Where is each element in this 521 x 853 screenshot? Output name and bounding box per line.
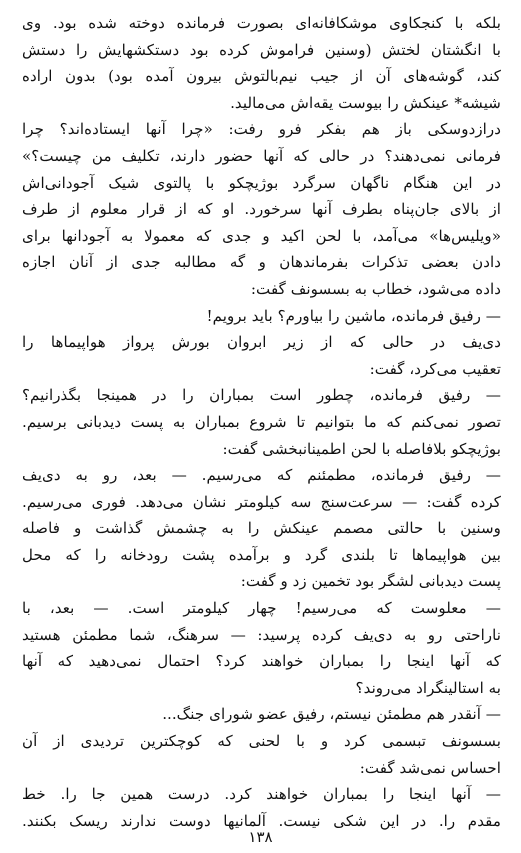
text-line: درازدوسکی باز هم بفکر فرو رفت: «چرا آنها ایستاده‌اند؟ چرا: [22, 120, 501, 139]
text-line: که آنها اینجا را بمباران خواهند کرد؟ احتمال نمی‌دهید که آنها: [22, 652, 501, 671]
text-line: از بالای جان‌پناه بطرف آنها سرخورد. او که از قرار معلوم از طرف: [22, 200, 501, 219]
page-number: ۱۳۸: [248, 828, 273, 846]
text-line: — رفیق فرمانده، مطمئنم که می‌رسیم. — بعد، رو به دی‌یف: [22, 466, 501, 485]
text-line: تعقیب می‌کرد، گفت:: [369, 359, 501, 378]
page-text: [22, 10, 501, 834]
text-line: شیشه* عینکش را بیوست یقه‌اش می‌مالید.: [230, 93, 501, 112]
text-line: به استالینگراد می‌روند؟: [355, 678, 501, 697]
text-line: وسنین با حالتی مصمم عینکش را به چشمش گذاشت و فاصله: [22, 519, 501, 538]
text-line: کرده گفت: — سرعت‌سنج سه کیلومتر نشان می‌دهد. فوری می‌رسیم.: [22, 492, 501, 511]
text-line: مقدم را. در این شکی نیست. آلمانیها دوست ندارند ریسک بکنند.: [22, 811, 501, 830]
text-line: — آنقدر هم مطمئن نیستم، رفیق عضو شورای جنگ...: [162, 705, 501, 724]
text-line: بین هواپیماها تا بلندی گرد و برآمده پشت رودخانه را که محل: [22, 545, 501, 564]
text-line: بلکه با کنجکاوی موشکافانه‌ای بصورت فرمانده دوخته شده بود. وی: [22, 14, 501, 32]
text-line: داده می‌شود، خطاب به بسسونف گفت:: [250, 279, 501, 298]
text-line: با انگشتان لختش (وسنین فراموش کرده بود دستکشهایش را دستش: [22, 40, 501, 59]
text-line: — رفیق فرمانده، ماشین را بیاورم؟ باید برویم!: [206, 306, 501, 325]
text-line: دی‌یف در حالی که از زیر ابروان بورش پرواز هواپیماها را: [22, 333, 501, 352]
text-line: — آنها اینجا را بمباران خواهند کرد. درست همین جا را. خط: [22, 785, 501, 804]
text-line: — رفیق فرمانده، چطور است بمباران را در همینجا بگذرانیم؟: [22, 386, 501, 405]
text-line: بسسونف تبسمی کرد و با لحنی که کوچکترین تردیدی از آن: [22, 732, 501, 751]
text-line: احساس نمی‌شد گفت:: [359, 758, 501, 777]
text-line: پست دیدبانی لشگر بود تخمین زد و گفت:: [240, 572, 501, 591]
text-line: ناراحتی رو به دی‌یف کرده پرسید: — سرهنگ، شما مطمئن هستید: [22, 625, 501, 644]
text-line: «ویلیس‌ها» می‌آمد، با لحن اکید و جدی که معمولا به آجودانها برای: [22, 226, 501, 245]
text-line: بوژیچکو بلافاصله با لحن اطمینانبخشی گفت:: [222, 439, 501, 458]
text-line: کند، گوشه‌های آن از جیب نیم‌بالتوش بیرون آمده بود) بدون اراده: [22, 67, 501, 86]
text-line: — معلوست که می‌رسیم! چهار کیلومتر است. — بعد، با: [22, 599, 501, 618]
text-line: تصور نمی‌کنم که ما بتوانیم تا شروع بمباران به پست دیدبانی برسیم.: [22, 412, 501, 431]
text-line: دادن بعضی تذکرات بفرماندهان و گه مطالبه جدی از آنان اجازه: [22, 253, 501, 272]
text-line: فرمانی نمی‌دهند؟ در حالی که آنها حضور دارند، تکلیف من چیست؟»: [22, 146, 501, 165]
text-line: در این هنگام ناگهان سرگرد بوژیچکو با پالتوی شیک آجودانی‌اش: [22, 173, 501, 192]
